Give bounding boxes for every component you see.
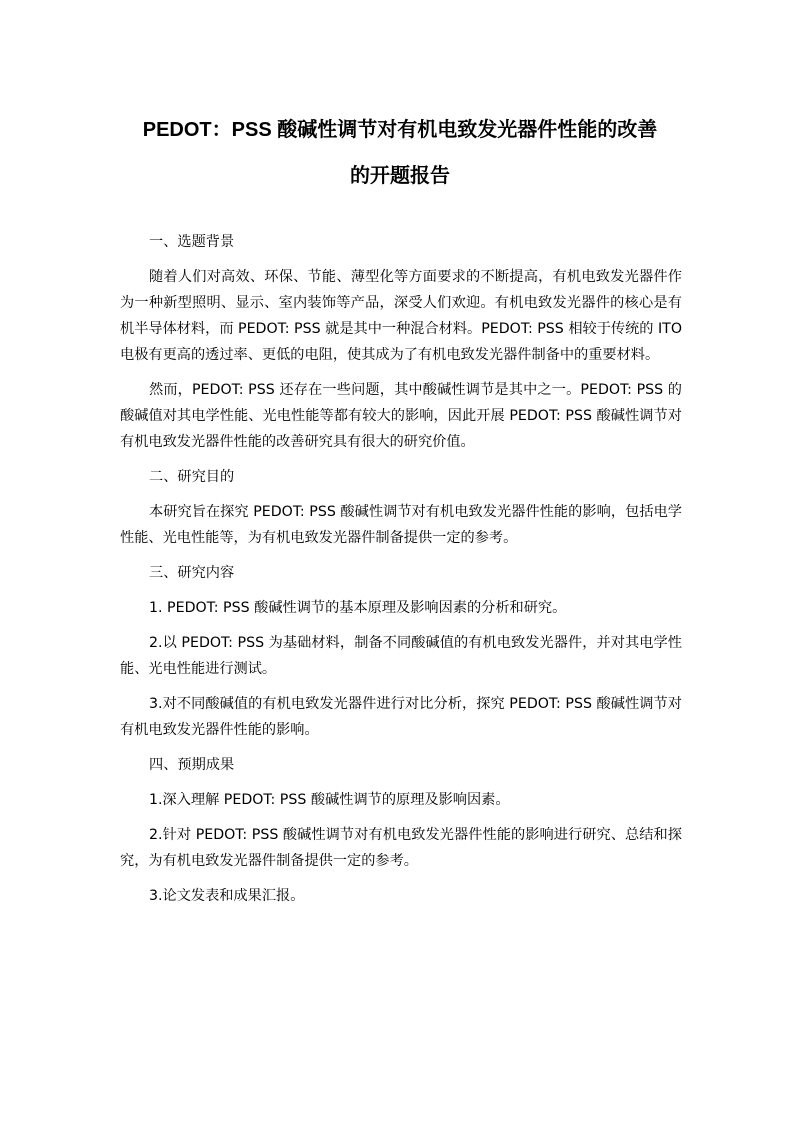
document-title-line-2: 的开题报告 xyxy=(350,165,450,187)
list-item: 2.以 PEDOT: PSS 为基础材料，制备不同酸碱值的有机电致发光器件，并对其电学性能、光电性能进行测试。 xyxy=(120,635,682,677)
section-heading: 四、预期成果 xyxy=(149,757,235,773)
document-title-line-1: PEDOT：PSS 酸碱性调节对有机电致发光器件性能的改善 xyxy=(142,119,658,141)
list-item: 3.对不同酸碱值的有机电致发光器件进行对比分析，探究 PEDOT: PSS 酸碱性调节对有机电致发光器件性能的影响。 xyxy=(120,696,682,738)
section-heading: 二、研究目的 xyxy=(149,469,235,485)
list-item: 2.针对 PEDOT: PSS 酸碱性调节对有机电致发光器件性能的影响进行研究、总结和探究，为有机电致发光器件制备提供一定的参考。 xyxy=(120,827,682,869)
section-expected-results xyxy=(120,752,682,909)
section-heading: 一、选题背景 xyxy=(149,234,235,250)
section-content xyxy=(120,560,682,743)
list-item: 3.论文发表和成果汇报。 xyxy=(149,888,305,904)
section-background xyxy=(120,229,682,455)
list-item: 1.深入理解 PEDOT: PSS 酸碱性调节的原理及影响因素。 xyxy=(149,792,510,808)
document-body xyxy=(120,229,682,918)
paragraph: 随着人们对高效、环保、节能、薄型化等方面要求的不断提高，有机电致发光器件作为一种新型照明、显示、室内装饰等产品，深受人们欢迎。有机电致发光器件的核心是有机半导体材料，而 PEDOT: PSS 就是其中一种混合材料。PEDOT: PSS 相较于传统的 ITO 电极有更高的透过率、更低的电阻，使其成为了有机电致发光器件制备中的重要材料。 xyxy=(120,269,682,363)
paragraph: 本研究旨在探究 PEDOT: PSS 酸碱性调节对有机电致发光器件性能的影响，包括电学性能、光电性能等，为有机电致发光器件制备提供一定的参考。 xyxy=(120,504,682,546)
section-purpose xyxy=(120,464,682,551)
list-item: 1. PEDOT: PSS 酸碱性调节的基本原理及影响因素的分析和研究。 xyxy=(149,600,567,616)
section-heading: 三、研究内容 xyxy=(149,565,235,581)
paragraph: 然而，PEDOT: PSS 还存在一些问题，其中酸碱性调节是其中之一。PEDOT: PSS 的酸碱值对其电学性能、光电性能等都有较大的影响，因此开展 PEDOT: PSS 酸碱性调节对有机电致发光器件性能的改善研究具有很大的研究价值。 xyxy=(120,382,682,450)
